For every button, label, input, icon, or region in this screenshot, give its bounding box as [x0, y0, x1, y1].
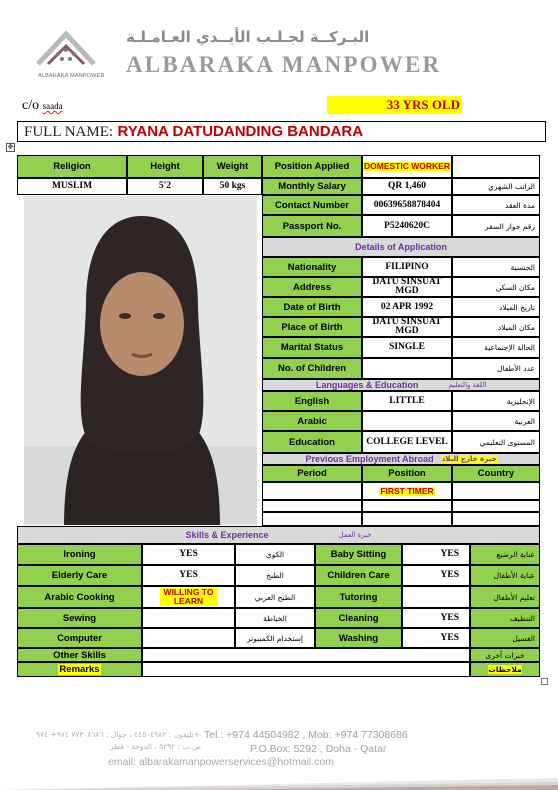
applicant-photo: [23, 195, 258, 526]
employment-position-cell: [362, 482, 452, 500]
skill-cooking-cell: [142, 586, 235, 608]
position-applied-cell: [362, 155, 452, 178]
applicant-photo-image: [24, 196, 258, 526]
skill-cleaning-value: YES: [402, 608, 470, 628]
religion-value: MUSLIM: [17, 178, 127, 195]
skill-elderly-arabic: الطبخ: [235, 565, 315, 586]
company-logo-icon: [36, 24, 98, 72]
skill-tutoring-label: Tutoring: [315, 586, 402, 608]
skill-washing-value: YES: [402, 628, 470, 648]
other-skills-value: [142, 648, 470, 662]
skill-sewing-label: Sewing: [17, 608, 142, 628]
arabic-value: [362, 411, 452, 431]
first-timer-value: FIRST TIMER: [380, 485, 434, 496]
skill-babysitting-value: YES: [402, 544, 470, 565]
remarks-arabic-cell: [470, 662, 540, 677]
children-label: No. of Children: [262, 358, 362, 379]
employment-cell: [262, 482, 362, 500]
education-label: Education: [262, 431, 362, 453]
remarks-label: [17, 662, 142, 677]
skill-tutoring-value: [402, 586, 470, 608]
dob-value: 02 APR 1992: [362, 297, 452, 317]
employment-cell: [362, 512, 452, 526]
skill-babysitting-label: Baby Sitting: [315, 544, 402, 565]
remarks-label-text: Remarks: [59, 664, 100, 675]
weight-header: Weight: [203, 155, 262, 178]
english-arabic: الإنجليزية: [452, 391, 540, 411]
full-name-label: FULL NAME:: [24, 124, 114, 140]
employment-cell: [452, 482, 540, 500]
remarks-value: [142, 662, 470, 677]
children-value: [362, 358, 452, 379]
skill-sewing-value: [142, 608, 235, 628]
education-arabic: المستوى التعليمي: [452, 431, 540, 453]
salary-label: Monthly Salary: [262, 178, 362, 195]
skill-cooking-arabic: الطبخ العربي: [235, 586, 315, 608]
country-header: Country: [452, 465, 540, 482]
nationality-label: Nationality: [262, 257, 362, 277]
salary-arabic: الراتب الشهري: [452, 178, 540, 195]
children-arabic: عدد الأطفال: [452, 358, 540, 379]
passport-value: P5240620C: [362, 215, 452, 237]
skill-computer-value: [142, 628, 235, 648]
remarks-arabic: ملاحظات: [488, 665, 522, 674]
english-value: LITTLE: [362, 391, 452, 411]
full-name-box: [17, 121, 546, 142]
english-label: English: [262, 391, 362, 411]
table-move-handle-icon[interactable]: ✥: [7, 144, 14, 151]
skill-sewing-arabic: الخياطة: [235, 608, 315, 628]
skill-ironing-value: YES: [142, 544, 235, 565]
contact-arabic: مدة العقد: [452, 195, 540, 215]
full-name-value: RYANA DATUDANDING BANDARA: [117, 123, 364, 140]
details-section-title: Details of Application: [262, 237, 540, 257]
skill-tutoring-arabic: تعليم الأطفال: [470, 586, 540, 608]
other-skills-arabic: خبرات أخرى: [470, 648, 540, 662]
religion-header: Religion: [17, 155, 127, 178]
skill-ironing-label: Ironing: [17, 544, 142, 565]
arabic-label: Arabic: [262, 411, 362, 431]
skill-washing-label: Washing: [315, 628, 402, 648]
skill-cooking-label: Arabic Cooking: [17, 586, 142, 608]
position-header: Position: [362, 465, 452, 482]
marital-arabic: الحالة الإجتماعية: [452, 337, 540, 358]
education-value: COLLEGE LEVEL: [362, 431, 452, 453]
address-value: DATU SINSUAT MGD: [362, 277, 452, 297]
footer-email: email: albarakamanpowerservices@hotmail.com: [108, 756, 334, 768]
table-resize-handle-icon[interactable]: [541, 678, 548, 685]
company-name: ALBARAKA MANPOWER: [126, 52, 442, 77]
salary-value: QR 1,460: [362, 178, 452, 195]
age-badge: 33 YRS OLD: [327, 96, 462, 114]
footer-phone: Tel.: +974 44504982 , Mob: +974 77308686: [204, 729, 408, 741]
passport-arabic: رقم جواز السفر: [452, 215, 540, 237]
footer-arabic-po: ص.ب : ٥٢٩٢ ، الدوحة - قطر: [110, 742, 202, 751]
employment-title-arabic: خبرة خارج البلاد: [441, 455, 497, 463]
contact-value: 00639658878404: [362, 195, 452, 215]
pob-label: Place of Birth: [262, 317, 362, 337]
employment-cell: [452, 500, 540, 512]
skill-childcare-value: YES: [402, 565, 470, 586]
skill-cooking-value: WILLING TO LEARN: [160, 588, 218, 606]
footer-po-box: P.O.Box: 5292 , Doha - Qatar: [250, 743, 387, 755]
dob-label: Date of Birth: [262, 297, 362, 317]
weight-value: 50 kgs: [203, 178, 262, 195]
skills-title-arabic: خبرة العمل: [338, 531, 372, 539]
care-of: c/o saada: [22, 98, 63, 113]
pob-value: DATU SINSUAT MGD: [362, 317, 452, 337]
care-of-value: saada: [42, 101, 63, 111]
period-header: Period: [262, 465, 362, 482]
employment-cell: [452, 512, 540, 526]
marital-label: Marital Status: [262, 337, 362, 358]
dob-arabic: تاريخ الميلاد: [452, 297, 540, 317]
height-value: 5'2: [127, 178, 203, 195]
logo-tagline: ALBARAKA MANPOWER: [38, 73, 105, 79]
languages-title: Languages & Education: [315, 380, 419, 390]
skill-childcare-arabic: عناية الأطفال: [470, 565, 540, 586]
empty-cell: [452, 155, 540, 178]
footer-stripes-decoration: [0, 778, 558, 790]
skill-washing-arabic: الغسيل: [470, 628, 540, 648]
skill-computer-label: Computer: [17, 628, 142, 648]
position-applied-header: Position Applied: [262, 155, 362, 178]
marital-value: SINGLE: [362, 337, 452, 358]
skills-title: Skills & Experience: [185, 530, 269, 540]
employment-title: Previous Employment Abroad: [305, 454, 434, 464]
employment-cell: [262, 500, 362, 512]
languages-section: [262, 379, 540, 391]
employment-cell: [362, 500, 452, 512]
nationality-value: FILIPINO: [362, 257, 452, 277]
address-label: Address: [262, 277, 362, 297]
employment-cell: [262, 512, 362, 526]
arabic-arabic: العربية: [452, 411, 540, 431]
nationality-arabic: الجنسية: [452, 257, 540, 277]
skill-babysitting-arabic: عناية الرضيع: [470, 544, 540, 565]
languages-title-arabic: اللغة والتعليم: [448, 381, 487, 389]
employment-section: [262, 453, 540, 465]
address-arabic: مكان السكن: [452, 277, 540, 297]
skill-childcare-label: Children Care: [315, 565, 402, 586]
skill-computer-arabic: إستخدام الكمبيوتر: [235, 628, 315, 648]
footer-arabic-phone: تليفون : ٤٤٥٠٤٩٨٢ ، جوال : ٧٧٣٠٨٦٨٦ ٩٧٤+ ٩٧٤+: [36, 730, 200, 739]
skill-cleaning-arabic: التنظيف: [470, 608, 540, 628]
contact-label: Contact Number: [262, 195, 362, 215]
skill-elderly-value: YES: [142, 565, 235, 586]
skills-section: [17, 526, 540, 544]
skill-cleaning-label: Cleaning: [315, 608, 402, 628]
height-header: Height: [127, 155, 203, 178]
skill-ironing-arabic: الكوى: [235, 544, 315, 565]
skill-elderly-label: Elderly Care: [17, 565, 142, 586]
passport-label: Passport No.: [262, 215, 362, 237]
position-applied-value: DOMESTIC WORKER: [364, 161, 450, 171]
other-skills-label: Other Skills: [17, 648, 142, 662]
company-name-arabic: البـركــة لجـلـب الأيــدي العـامـلـة: [126, 28, 370, 46]
pob-arabic: مكان الميلاد: [452, 317, 540, 337]
